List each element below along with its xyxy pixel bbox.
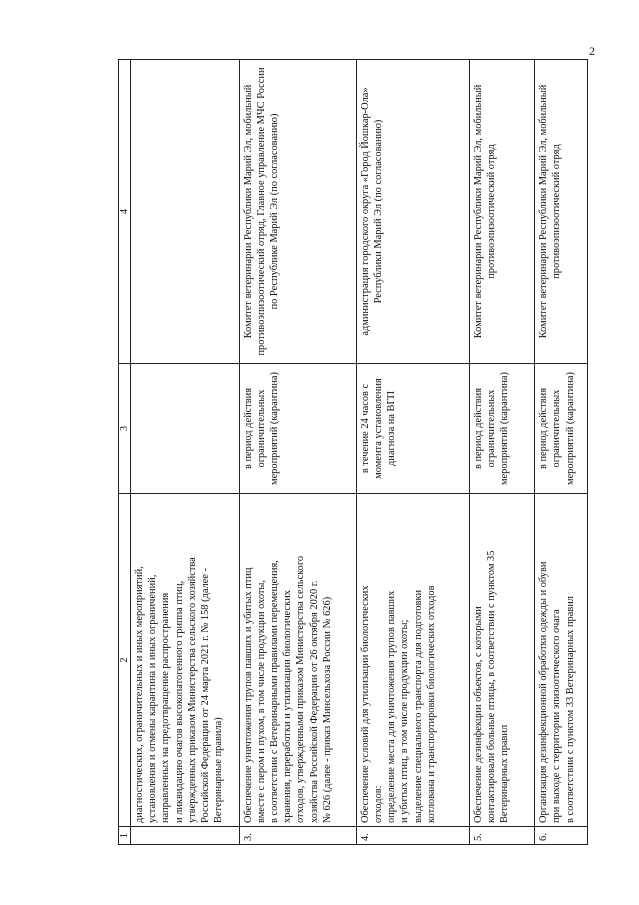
table-row [356, 60, 469, 845]
description-line: хранения, переработки и утилизации биологических [282, 590, 294, 823]
description-line: контактировали больные птицы, в соответствии с пунктом 35 [485, 550, 497, 823]
description-line: и ликвидацию очагов высокопатогенного гриппа птиц, [173, 580, 185, 823]
row-number: 5. [469, 827, 535, 845]
description-line: в соответствии с пунктом 33 Ветеринарных правил [564, 596, 576, 823]
table-row [535, 60, 588, 845]
description-line: диагностических, ограничительных и иных мероприятий, [134, 566, 145, 823]
description-line: и убитых птиц, в том числе продукции охоты; [399, 619, 411, 823]
description-line: отходов, утвержденными приказом Министерства сельского [295, 555, 307, 823]
responsible-org: администрация городского округа «Город Йошкар-Ола» Республики Марий Эл (по согласованию) [356, 60, 469, 364]
measures-table [118, 59, 588, 845]
table-header-row [119, 60, 131, 845]
column-header-4: 4 [119, 60, 131, 364]
description-line: Организация дезинфекционной обработки одежды и обуви [538, 561, 550, 823]
measure-description [535, 494, 588, 827]
description-line: котлована и транспортировки биологических отходов [425, 585, 437, 823]
description-line: отходов: [373, 785, 384, 823]
description-line: при выходе с территории эпизоотического очага [551, 609, 563, 823]
row-number [131, 827, 240, 845]
responsible-org: Комитет ветеринарии Республики Марий Эл, мобильный противоэпизоотический отряд [535, 60, 588, 364]
table-row [239, 60, 356, 845]
responsible-org [131, 60, 240, 364]
column-header-2: 2 [119, 494, 131, 827]
description-line: Обеспечение дезинфекции объектов, с которыми [472, 606, 484, 823]
measure-description [469, 494, 535, 827]
description-line: Российской Федерации от 24 марта 2021 г. № 158 (далее - [200, 568, 212, 823]
measure-description [239, 494, 356, 827]
execution-term [131, 364, 240, 494]
row-number: 6. [535, 827, 588, 845]
description-line: установления и отмены карантина и иных ограничений, [147, 574, 159, 823]
description-line: направленных на предотвращение распространения [160, 592, 172, 823]
responsible-org: Комитет ветеринарии Республики Марий Эл, мобильный противоэпизоотический отряд [469, 60, 535, 364]
execution-term: в период действия ограничительных мероприятий (карантина) [239, 364, 356, 494]
responsible-org: Комитет ветеринарии Республики Марий Эл, мобильный противоэпизоотический отряд, Главное управление МЧС России по Республике Марий Эл (по согласованию) [239, 60, 356, 364]
execution-term: в период действия ограничительных мероприятий (карантина) [535, 364, 588, 494]
description-line: выделение специального транспорта для подготовки [412, 589, 424, 823]
page-number: 2 [589, 44, 595, 58]
description-line: Обеспечение уничтожения трупов павших и убитых птиц [242, 567, 254, 823]
description-line: вместе с пером и пухом, в том числе продукции охоты, [255, 579, 267, 823]
description-line: утвержденных приказом Министерства сельского хозяйства [186, 557, 198, 823]
description-line: Ветеринарные правила) [213, 717, 225, 823]
execution-term: в период действия ограничительных мероприятий (карантина) [469, 364, 535, 494]
execution-term: в течение 24 часов с момента установления диагноза на ВГП [356, 364, 469, 494]
table-row [469, 60, 535, 845]
rotated-table-container [118, 60, 588, 845]
description-line: Ветеринарных правил [499, 724, 511, 823]
description-line: Обеспечение условий для утилизации биологических [359, 585, 371, 823]
description-line: определение места для уничтожения трупов павших [386, 590, 398, 823]
measure-description [131, 494, 240, 827]
row-number: 3. [239, 827, 356, 845]
table-row [131, 60, 240, 845]
column-header-3: 3 [119, 364, 131, 494]
description-line: в соответствии с Ветеринарными правилами перемещения, [269, 560, 280, 823]
description-line: № 626 (далее - приказ Минсельхоза России № 626) [321, 596, 333, 823]
measure-description [356, 494, 469, 827]
row-number: 4. [356, 827, 469, 845]
column-header-1: 1 [119, 827, 131, 845]
description-line: хозяйства Российской Федерации от 26 октября 2020 г. [308, 580, 320, 823]
